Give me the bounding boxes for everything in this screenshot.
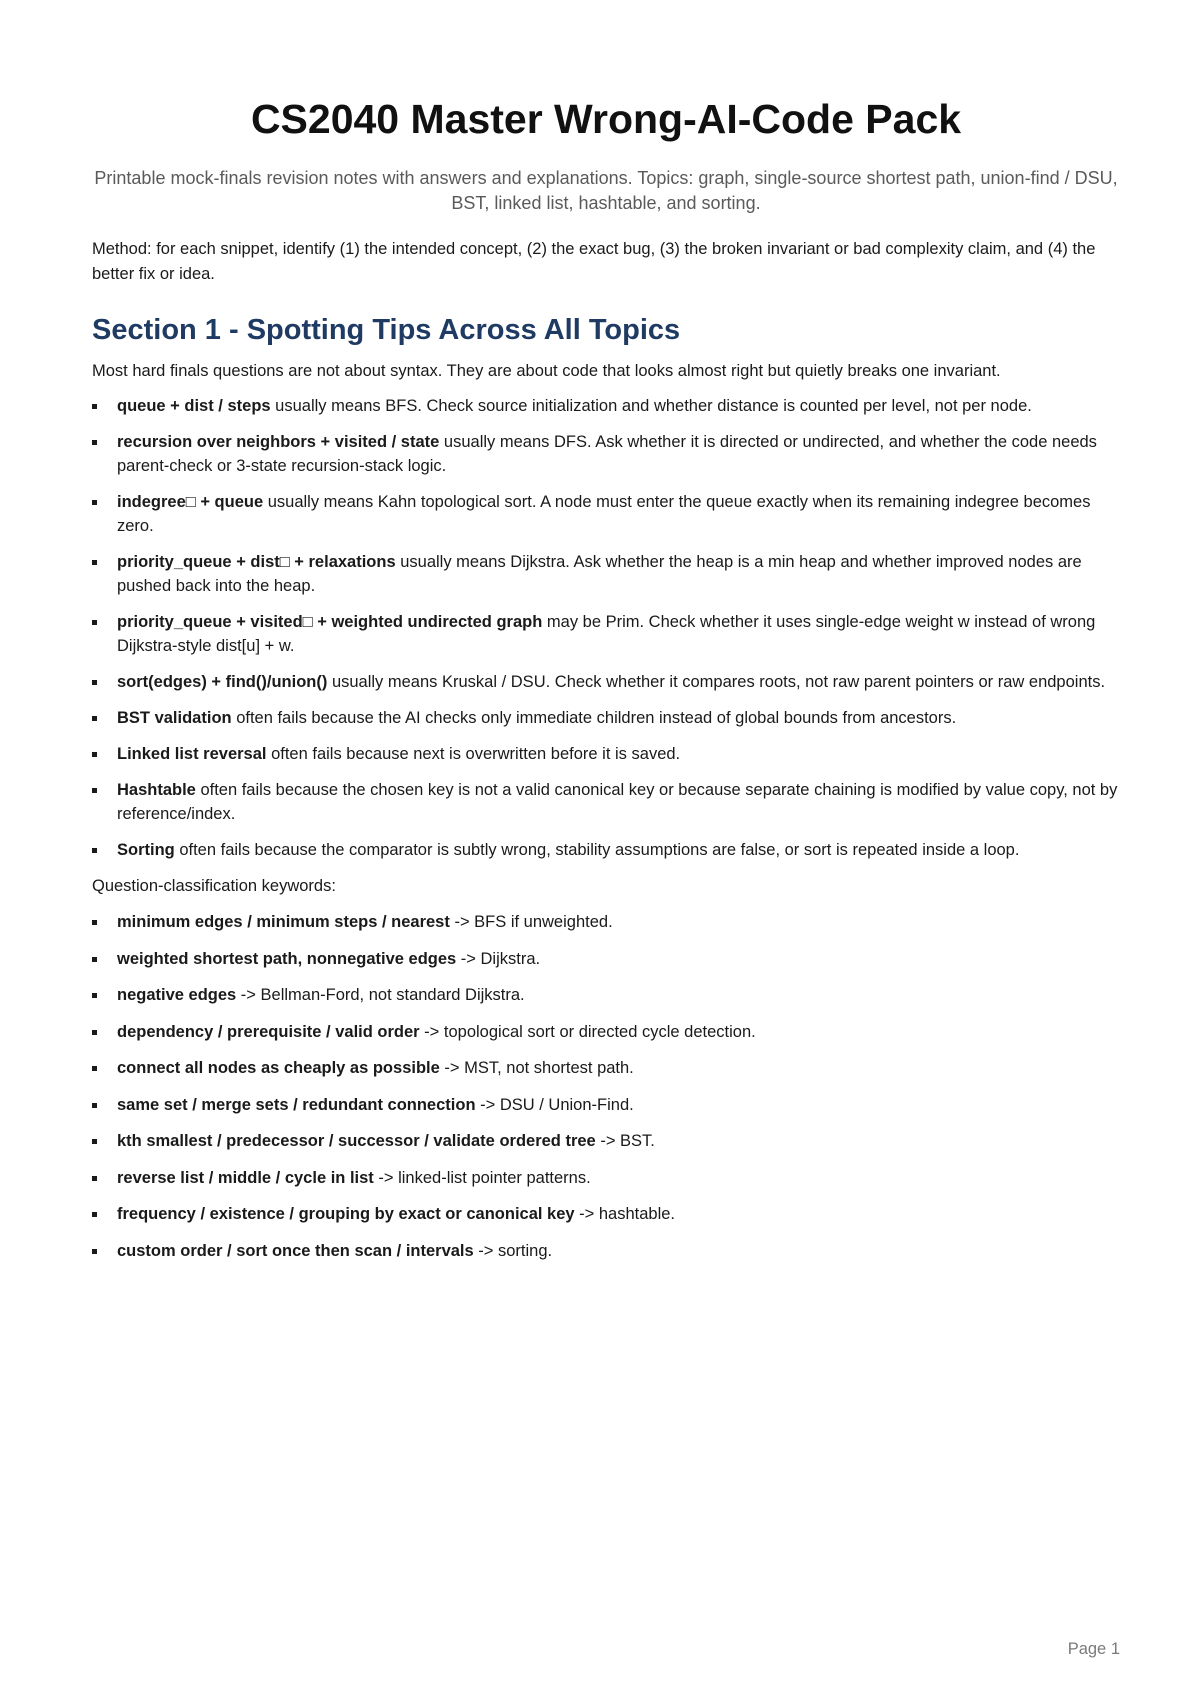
tip-text: usually means Kruskal / DSU. Check whether it compares roots, not raw parent pointers or raw endpoints. <box>327 673 1106 691</box>
list-item <box>92 706 1120 730</box>
tip-text: usually means DFS. Ask whether it is directed or undirected, and whether the code needs parent-check or 3-state recursion-stack logic. <box>117 433 1097 475</box>
keyword-phrase: kth smallest / predecessor / successor / validate ordered tree <box>117 1132 596 1150</box>
keyword-mapping: -> sorting. <box>473 1241 553 1260</box>
list-item <box>92 394 1120 418</box>
keyword-mapping: -> hashtable. <box>574 1205 676 1223</box>
keyword-mapping: -> linked-list pointer patterns. <box>373 1168 591 1187</box>
list-item <box>92 550 1120 598</box>
list-item <box>92 1129 1120 1153</box>
keyword-phrase: same set / merge sets / redundant connection <box>117 1095 476 1114</box>
page-number: Page 1 <box>1067 1640 1120 1658</box>
list-item <box>92 1093 1120 1117</box>
tip-text: often fails because next is overwritten before it is saved. <box>266 745 681 763</box>
keyword-mapping: -> BST. <box>595 1132 655 1150</box>
keyword-mapping: -> topological sort or directed cycle detection. <box>419 1022 756 1041</box>
tip-text: often fails because the chosen key is not a valid canonical key or because separate chaining is modified by value copy, not by reference/index. <box>117 781 1118 823</box>
tip-keyword: queue + dist / steps <box>117 397 271 415</box>
keywords-heading: Question-classification keywords: <box>92 877 336 895</box>
keywords-list <box>92 910 1120 1263</box>
list-item <box>92 947 1120 971</box>
tip-keyword: Linked list reversal <box>117 745 267 763</box>
tip-keyword: indegree□ + queue <box>117 493 264 511</box>
list-item <box>92 430 1120 478</box>
tip-text: usually means Dijkstra. Ask whether the heap is a min heap and whether improved nodes are pushed back into the heap. <box>117 553 1082 595</box>
tip-keyword: BST validation <box>117 709 232 727</box>
keyword-mapping: -> BFS if unweighted. <box>449 913 613 931</box>
keyword-mapping: -> Bellman-Ford, not standard Dijkstra. <box>236 986 525 1004</box>
tip-keyword: priority_queue + dist□ + relaxations <box>117 553 396 571</box>
list-item <box>92 838 1120 862</box>
tip-keyword: recursion over neighbors + visited / state <box>117 433 440 451</box>
list-item <box>92 490 1120 538</box>
keyword-phrase: custom order / sort once then scan / intervals <box>117 1241 474 1260</box>
page-content <box>92 92 1120 1275</box>
list-item <box>92 1202 1120 1226</box>
document-title: CS2040 Master Wrong-AI-Code Pack <box>250 96 962 142</box>
list-item <box>92 910 1120 934</box>
tip-text: often fails because the AI checks only immediate children instead of global bounds from ancestors. <box>231 709 957 727</box>
tip-text: often fails because the comparator is subtly wrong, stability assumptions are false, or sort is repeated inside a loop. <box>174 841 1020 859</box>
list-item <box>92 670 1120 694</box>
keyword-phrase: dependency / prerequisite / valid order <box>117 1022 420 1041</box>
tip-text: usually means BFS. Check source initialization and whether distance is counted per level, not per node. <box>270 397 1032 415</box>
tip-keyword: Hashtable <box>117 781 196 799</box>
keyword-phrase: weighted shortest path, nonnegative edges <box>117 949 457 968</box>
list-item <box>92 1056 1120 1080</box>
section-intro: Most hard finals questions are not about syntax. They are about code that looks almost right but quietly breaks one invariant. <box>92 362 1001 380</box>
tip-text: may be Prim. Check whether it uses single-edge weight w instead of wrong Dijkstra-style dist[u] + w. <box>117 613 1096 655</box>
list-item <box>92 778 1120 826</box>
list-item <box>92 1166 1120 1190</box>
tip-keyword: sort(edges) + find()/union() <box>117 673 328 691</box>
tip-keyword: priority_queue + visited□ + weighted undirected graph <box>117 613 543 631</box>
keyword-mapping: -> MST, not shortest path. <box>439 1059 634 1077</box>
list-item <box>92 1020 1120 1044</box>
keyword-phrase: connect all nodes as cheaply as possible <box>117 1059 440 1077</box>
keyword-mapping: -> DSU / Union-Find. <box>475 1095 634 1114</box>
keyword-phrase: reverse list / middle / cycle in list <box>117 1168 374 1187</box>
keyword-phrase: minimum edges / minimum steps / nearest <box>117 913 450 931</box>
keyword-phrase: negative edges <box>117 986 237 1004</box>
keyword-phrase: frequency / existence / grouping by exact or canonical key <box>117 1205 575 1223</box>
tip-text: usually means Kahn topological sort. A node must enter the queue exactly when its remaining indegree becomes zero. <box>117 493 1091 535</box>
list-item <box>92 610 1120 658</box>
tip-keyword: Sorting <box>117 841 175 859</box>
list-item <box>92 742 1120 766</box>
document-subtitle: Printable mock-finals revision notes with answers and explanations. Topics: graph, single-source shortest path, union-find / DSU, BST, linked list, hashtable, and sorting. <box>94 168 1118 213</box>
keyword-mapping: -> Dijkstra. <box>456 949 541 968</box>
spotting-tips-list <box>92 394 1120 862</box>
method-paragraph: Method: for each snippet, identify (1) the intended concept, (2) the exact bug, (3) the broken invariant or bad complexity claim, and (4) the better fix or idea. <box>92 240 1096 283</box>
list-item <box>92 1239 1120 1263</box>
list-item <box>92 983 1120 1007</box>
section-heading: Section 1 - Spotting Tips Across All Topics <box>92 314 681 346</box>
